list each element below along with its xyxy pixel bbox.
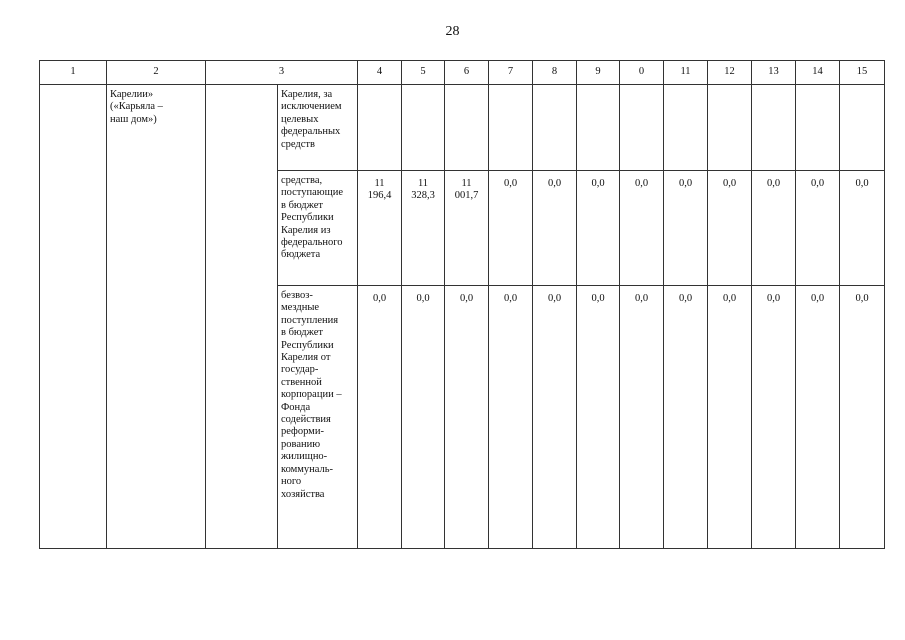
value-cell <box>620 171 664 286</box>
source-line: в бюджет <box>281 199 323 211</box>
value-text: 0,0 <box>678 293 693 304</box>
header-row <box>40 61 885 85</box>
header-cell: 3 <box>206 61 358 85</box>
value-text: 0,0 <box>722 293 737 304</box>
header-cell: 2 <box>107 61 206 85</box>
value-cell <box>358 286 402 549</box>
program-name-cell <box>107 85 206 549</box>
header-cell: 7 <box>489 61 533 85</box>
value-cell <box>402 286 445 549</box>
value-cell <box>752 171 796 286</box>
source-line: Карелия, за <box>281 89 333 100</box>
value-cell <box>664 286 708 549</box>
budget-table <box>39 60 885 549</box>
source-line: Карелия от <box>281 352 331 364</box>
value-cell <box>402 85 445 171</box>
source-line: хозяйства <box>281 488 325 500</box>
header-cell: 9 <box>577 61 620 85</box>
value-cell <box>358 85 402 171</box>
source-cell <box>278 85 358 171</box>
value-text: 0,0 <box>678 178 693 189</box>
source-line: федерального <box>281 237 343 249</box>
source-line: Фонда <box>281 401 311 413</box>
source-line: поступающие <box>281 187 343 199</box>
header-cell: 12 <box>708 61 752 85</box>
source-line: реформи- <box>281 426 324 438</box>
value-cell <box>402 171 445 286</box>
value-text: 0,0 <box>416 293 430 304</box>
value-text: 0,0 <box>855 178 869 189</box>
source-line: государ- <box>281 364 319 376</box>
source-cell <box>278 286 358 549</box>
value-cell <box>489 286 533 549</box>
header-cell: 11 <box>664 61 708 85</box>
header-cell: 0 <box>620 61 664 85</box>
source-line: ственной <box>281 376 322 388</box>
source-line: Карелия из <box>281 224 331 236</box>
value-text: 196,4 <box>367 190 392 202</box>
value-cell <box>840 85 885 171</box>
source-line: бюджета <box>281 249 321 261</box>
value-cell <box>577 85 620 171</box>
value-text: 0,0 <box>591 293 605 304</box>
header-cell: 15 <box>840 61 885 85</box>
value-text: 001,7 <box>454 190 479 202</box>
source-line: ного <box>281 476 302 488</box>
value-text: 0,0 <box>503 178 518 189</box>
header-cell: 4 <box>358 61 402 85</box>
value-text: 11 <box>417 178 429 189</box>
value-text: 0,0 <box>547 293 562 304</box>
value-text: 0,0 <box>459 293 474 304</box>
value-cell <box>796 171 840 286</box>
source-line: содействия <box>281 414 331 426</box>
value-cell <box>358 171 402 286</box>
source-line: в бюджет <box>281 327 323 339</box>
source-line: поступления <box>281 314 339 326</box>
header-cell: 14 <box>796 61 840 85</box>
value-text: 0,0 <box>591 178 605 189</box>
value-text: 0,0 <box>634 178 649 189</box>
program-name-line: наш дом») <box>110 113 157 125</box>
source-line: исключением <box>281 101 342 113</box>
value-text: 0,0 <box>810 293 825 304</box>
source-line: мездные <box>281 302 320 314</box>
value-text: 0,0 <box>855 293 869 304</box>
value-cell <box>620 286 664 549</box>
value-cell <box>620 85 664 171</box>
source-line: федеральных <box>281 126 341 138</box>
program-name-line: («Карьяла – <box>110 101 163 113</box>
value-text: 0,0 <box>766 293 781 304</box>
source-line: рованию <box>281 438 321 450</box>
value-cell <box>752 85 796 171</box>
source-line: целевых <box>281 113 319 125</box>
source-cell <box>278 171 358 286</box>
header-cell: 5 <box>402 61 445 85</box>
source-line: средств <box>281 138 315 150</box>
program-name-line: Карелии» <box>110 89 154 100</box>
value-cell <box>664 171 708 286</box>
value-text: 0,0 <box>372 293 387 304</box>
value-cell <box>708 171 752 286</box>
value-text: 0,0 <box>547 178 562 189</box>
value-cell <box>577 286 620 549</box>
value-text: 0,0 <box>766 178 781 189</box>
value-cell <box>489 85 533 171</box>
value-cell <box>752 286 796 549</box>
value-cell <box>533 286 577 549</box>
page-number: 28 <box>445 24 460 39</box>
value-cell <box>796 85 840 171</box>
header-cell: 13 <box>752 61 796 85</box>
source-line: средства, <box>281 175 323 186</box>
value-cell <box>796 286 840 549</box>
value-cell <box>577 171 620 286</box>
source-line: Республики <box>281 339 334 351</box>
value-cell <box>445 85 489 171</box>
col1-cell <box>40 85 107 549</box>
value-cell <box>708 286 752 549</box>
table-row <box>40 85 885 171</box>
header-cell: 8 <box>533 61 577 85</box>
value-text: 0,0 <box>722 178 737 189</box>
value-text: 11 <box>374 178 385 189</box>
source-line: жилищно- <box>281 451 328 463</box>
value-cell <box>445 171 489 286</box>
col3a-cell <box>206 85 278 549</box>
source-line: коммуналь- <box>281 463 334 475</box>
value-cell <box>840 171 885 286</box>
value-text: 0,0 <box>503 293 518 304</box>
value-cell <box>489 171 533 286</box>
source-line: корпорации – <box>281 389 342 401</box>
value-text: 0,0 <box>634 293 649 304</box>
value-text: 328,3 <box>411 190 435 202</box>
value-cell <box>533 171 577 286</box>
header-cell: 1 <box>40 61 107 85</box>
source-line: Республики <box>281 212 334 224</box>
value-cell <box>533 85 577 171</box>
value-cell <box>664 85 708 171</box>
value-cell <box>445 286 489 549</box>
source-line: безвоз- <box>281 290 313 301</box>
value-text: 11 <box>461 178 472 189</box>
value-text: 0,0 <box>810 178 825 189</box>
value-cell <box>708 85 752 171</box>
value-cell <box>840 286 885 549</box>
header-cell: 6 <box>445 61 489 85</box>
